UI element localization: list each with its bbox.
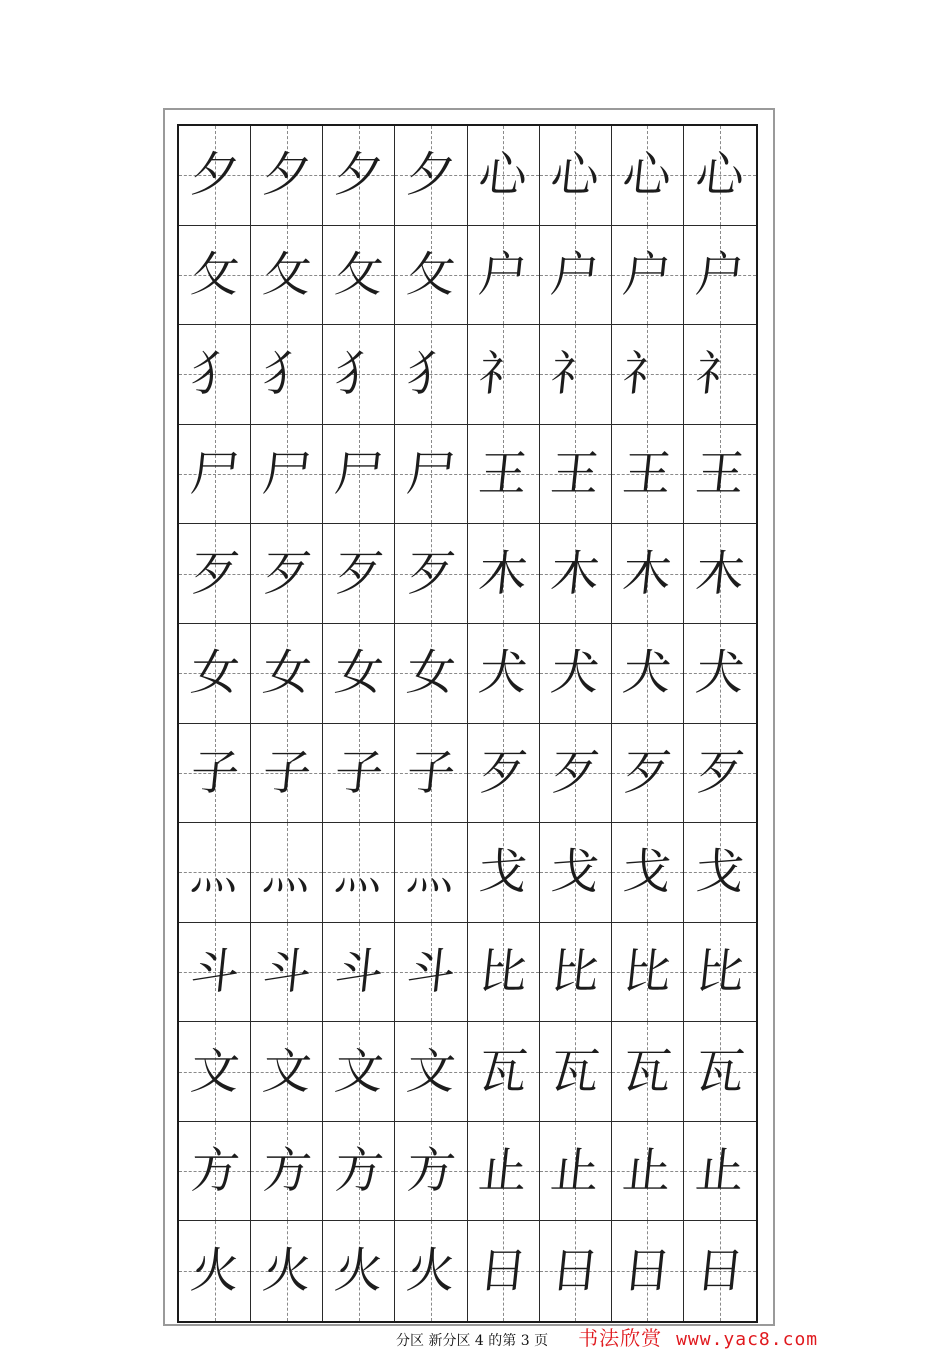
- practice-character: 女: [187, 645, 242, 702]
- practice-character: 斗: [187, 943, 242, 1000]
- grid-cell: [251, 1022, 323, 1122]
- grid-cell: [395, 325, 467, 425]
- grid-cell: [684, 226, 756, 326]
- grid-cell: [612, 1122, 684, 1222]
- grid-cell: [684, 624, 756, 724]
- grid-cell: [179, 425, 251, 525]
- grid-cell: [323, 126, 395, 226]
- grid-cell: [179, 226, 251, 326]
- practice-character: 止: [620, 1143, 675, 1200]
- practice-character: 子: [403, 744, 458, 801]
- grid-cell: [612, 923, 684, 1023]
- practice-character: 比: [620, 943, 675, 1000]
- practice-character: 夕: [259, 147, 314, 204]
- grid-cell: [612, 624, 684, 724]
- grid-cell: [395, 624, 467, 724]
- practice-character: 戈: [692, 844, 747, 901]
- practice-character: 止: [476, 1143, 531, 1200]
- practice-character: 犬: [692, 645, 747, 702]
- practice-character: 灬: [331, 844, 386, 901]
- practice-character: 比: [548, 943, 603, 1000]
- practice-character: 犭: [403, 346, 458, 403]
- practice-character: 文: [259, 1043, 314, 1100]
- practice-character: 女: [331, 645, 386, 702]
- practice-character: 心: [476, 147, 531, 204]
- grid-cell: [684, 325, 756, 425]
- practice-character: 斗: [331, 943, 386, 1000]
- grid-cell: [684, 524, 756, 624]
- grid-cell: [395, 724, 467, 824]
- grid-cell: [684, 1022, 756, 1122]
- practice-character: 攵: [187, 246, 242, 303]
- practice-character: 日: [548, 1243, 603, 1300]
- practice-character: 犭: [259, 346, 314, 403]
- grid-cell: [323, 1221, 395, 1321]
- practice-character: 王: [692, 446, 747, 503]
- grid-cell: [468, 923, 540, 1023]
- practice-character: 文: [403, 1043, 458, 1100]
- grid-cell: [468, 624, 540, 724]
- grid-cell: [179, 1221, 251, 1321]
- practice-character: 歹: [331, 545, 386, 602]
- practice-character: 女: [403, 645, 458, 702]
- grid-cell: [684, 425, 756, 525]
- practice-character: 方: [187, 1143, 242, 1200]
- grid-cell: [323, 823, 395, 923]
- practice-character: 日: [476, 1243, 531, 1300]
- grid-cell: [540, 126, 612, 226]
- grid-cell: [684, 126, 756, 226]
- grid-cell: [323, 1122, 395, 1222]
- grid-cell: [179, 823, 251, 923]
- practice-character: 戈: [476, 844, 531, 901]
- practice-character: 攵: [331, 246, 386, 303]
- grid-cell: [179, 1022, 251, 1122]
- practice-character: 尸: [259, 446, 314, 503]
- grid-cell: [251, 624, 323, 724]
- practice-character: 尸: [187, 446, 242, 503]
- grid-cell: [395, 1122, 467, 1222]
- practice-character: 灬: [259, 844, 314, 901]
- grid-cell: [251, 524, 323, 624]
- grid-cell: [251, 425, 323, 525]
- grid-cell: [395, 524, 467, 624]
- grid-cell: [323, 1022, 395, 1122]
- practice-character: 歹: [692, 744, 747, 801]
- practice-character: 歹: [403, 545, 458, 602]
- grid-cell: [540, 226, 612, 326]
- practice-character: 歹: [548, 744, 603, 801]
- practice-grid: [177, 124, 758, 1323]
- grid-cell: [612, 325, 684, 425]
- practice-character: 子: [331, 744, 386, 801]
- grid-cell: [468, 1122, 540, 1222]
- practice-character: 王: [548, 446, 603, 503]
- grid-cell: [179, 624, 251, 724]
- grid-cell: [251, 126, 323, 226]
- practice-character: 户: [476, 246, 531, 303]
- practice-character: 礻: [476, 346, 531, 403]
- practice-character: 歹: [620, 744, 675, 801]
- practice-character: 灬: [187, 844, 242, 901]
- grid-cell: [540, 1022, 612, 1122]
- grid-cell: [540, 624, 612, 724]
- practice-character: 方: [403, 1143, 458, 1200]
- grid-cell: [612, 126, 684, 226]
- grid-cell: [540, 823, 612, 923]
- grid-cell: [540, 724, 612, 824]
- practice-character: 夕: [187, 147, 242, 204]
- practice-character: 戈: [620, 844, 675, 901]
- practice-character: 日: [692, 1243, 747, 1300]
- practice-character: 犭: [331, 346, 386, 403]
- practice-character: 夕: [403, 147, 458, 204]
- practice-character: 礻: [692, 346, 747, 403]
- grid-cell: [468, 325, 540, 425]
- practice-character: 止: [692, 1143, 747, 1200]
- grid-cell: [395, 923, 467, 1023]
- practice-character: 犬: [548, 645, 603, 702]
- grid-cell: [179, 724, 251, 824]
- grid-cell: [251, 923, 323, 1023]
- practice-character: 木: [548, 545, 603, 602]
- grid-cell: [468, 823, 540, 923]
- grid-cell: [684, 1221, 756, 1321]
- practice-character: 户: [620, 246, 675, 303]
- grid-cell: [323, 624, 395, 724]
- grid-cell: [468, 1221, 540, 1321]
- practice-character: 王: [620, 446, 675, 503]
- practice-character: 火: [259, 1243, 314, 1300]
- practice-character: 子: [187, 744, 242, 801]
- grid-cell: [468, 724, 540, 824]
- practice-character: 木: [476, 545, 531, 602]
- practice-character: 火: [187, 1243, 242, 1300]
- grid-cell: [684, 923, 756, 1023]
- grid-cell: [540, 524, 612, 624]
- grid-cell: [179, 1122, 251, 1222]
- grid-cell: [395, 226, 467, 326]
- watermark-text: 书法欣赏: [578, 1326, 663, 1350]
- grid-cell: [395, 823, 467, 923]
- grid-cell: [251, 325, 323, 425]
- practice-character: 木: [620, 545, 675, 602]
- practice-character: 歹: [476, 744, 531, 801]
- grid-cell: [468, 1022, 540, 1122]
- grid-cell: [395, 126, 467, 226]
- practice-character: 歹: [187, 545, 242, 602]
- grid-cell: [468, 226, 540, 326]
- practice-character: 户: [548, 246, 603, 303]
- practice-character: 日: [620, 1243, 675, 1300]
- practice-character: 灬: [403, 844, 458, 901]
- grid-cell: [323, 226, 395, 326]
- practice-character: 尸: [331, 446, 386, 503]
- practice-character: 瓦: [692, 1043, 747, 1100]
- grid-cell: [468, 425, 540, 525]
- grid-cell: [251, 724, 323, 824]
- practice-character: 心: [620, 147, 675, 204]
- grid-cell: [323, 425, 395, 525]
- grid-cell: [179, 325, 251, 425]
- practice-character: 瓦: [476, 1043, 531, 1100]
- practice-character: 比: [692, 943, 747, 1000]
- practice-character: 瓦: [548, 1043, 603, 1100]
- grid-cell: [612, 425, 684, 525]
- practice-character: 户: [692, 246, 747, 303]
- practice-character: 犬: [476, 645, 531, 702]
- watermark-url: www.yac8.com: [676, 1329, 819, 1350]
- practice-character: 礻: [548, 346, 603, 403]
- practice-character: 心: [692, 147, 747, 204]
- grid-cell: [612, 724, 684, 824]
- grid-cell: [468, 524, 540, 624]
- practice-character: 止: [548, 1143, 603, 1200]
- grid-cell: [612, 226, 684, 326]
- practice-character: 王: [476, 446, 531, 503]
- practice-character: 方: [259, 1143, 314, 1200]
- practice-character: 文: [331, 1043, 386, 1100]
- grid-cell: [468, 126, 540, 226]
- grid-cell: [179, 923, 251, 1023]
- grid-cell: [612, 823, 684, 923]
- grid-cell: [251, 226, 323, 326]
- grid-cell: [684, 724, 756, 824]
- practice-character: 戈: [548, 844, 603, 901]
- practice-character: 犬: [620, 645, 675, 702]
- practice-character: 女: [259, 645, 314, 702]
- practice-character: 攵: [403, 246, 458, 303]
- grid-cell: [612, 1022, 684, 1122]
- practice-character: 木: [692, 545, 747, 602]
- grid-cell: [395, 1221, 467, 1321]
- practice-character: 歹: [259, 545, 314, 602]
- grid-cell: [395, 425, 467, 525]
- page-label: 分区 新分区 4 的第 3 页: [396, 1333, 549, 1349]
- practice-character: 火: [403, 1243, 458, 1300]
- practice-character: 方: [331, 1143, 386, 1200]
- practice-character: 文: [187, 1043, 242, 1100]
- grid-cell: [179, 524, 251, 624]
- grid-cell: [540, 923, 612, 1023]
- grid-cell: [251, 1122, 323, 1222]
- practice-character: 斗: [403, 943, 458, 1000]
- practice-character: 礻: [620, 346, 675, 403]
- practice-character: 比: [476, 943, 531, 1000]
- grid-cell: [540, 1221, 612, 1321]
- grid-cell: [323, 724, 395, 824]
- grid-cell: [540, 1122, 612, 1222]
- practice-character: 瓦: [620, 1043, 675, 1100]
- grid-cell: [684, 823, 756, 923]
- grid-cell: [323, 923, 395, 1023]
- grid-cell: [251, 1221, 323, 1321]
- grid-cell: [612, 1221, 684, 1321]
- practice-character: 斗: [259, 943, 314, 1000]
- grid-cell: [323, 325, 395, 425]
- practice-character: 攵: [259, 246, 314, 303]
- practice-character: 火: [331, 1243, 386, 1300]
- practice-character: 子: [259, 744, 314, 801]
- grid-cell: [540, 325, 612, 425]
- grid-cell: [684, 1122, 756, 1222]
- grid-cell: [179, 126, 251, 226]
- grid-cell: [323, 524, 395, 624]
- practice-character: 心: [548, 147, 603, 204]
- grid-cell: [395, 1022, 467, 1122]
- grid-cell: [540, 425, 612, 525]
- practice-character: 犭: [187, 346, 242, 403]
- grid-cell: [612, 524, 684, 624]
- grid-cell: [251, 823, 323, 923]
- practice-character: 尸: [403, 446, 458, 503]
- practice-character: 夕: [331, 147, 386, 204]
